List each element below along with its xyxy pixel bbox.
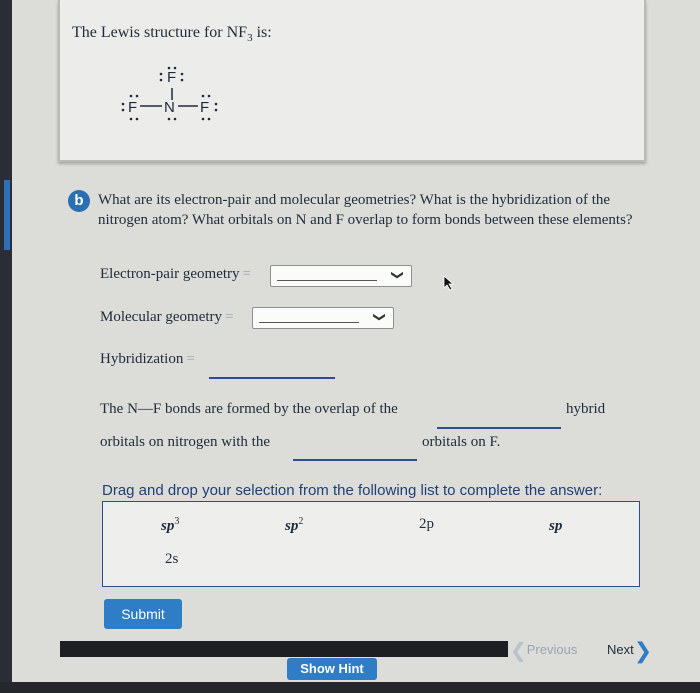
nav-bar: [60, 641, 508, 657]
lewis-left-f: F: [128, 99, 138, 116]
question-card: [58, 0, 646, 162]
chevron-down-icon: ❯: [390, 269, 405, 281]
option-sp2[interactable]: $sp^2$: [285, 516, 304, 534]
lewis-structure-diagram: [120, 60, 240, 140]
hybridization-label: Hybridization =: [100, 351, 195, 367]
edge-accent: [4, 180, 10, 250]
lewis-right-f: F: [200, 99, 210, 116]
option-2p[interactable]: 2p: [419, 516, 434, 532]
option-sp[interactable]: sp: [549, 518, 563, 534]
electron-pair-label: Electron-pair geometry =: [100, 266, 251, 282]
lewis-intro: The Lewis structure for $NF_3$ is:: [72, 24, 272, 45]
submit-button[interactable]: Submit: [104, 599, 182, 629]
lewis-top-f: F: [167, 69, 177, 86]
fluorine-orbital-drop-target[interactable]: [293, 459, 417, 461]
bottom-bar: [0, 682, 700, 693]
lewis-center-n: N: [164, 99, 175, 116]
previous-button[interactable]: ❮Previous: [510, 640, 578, 662]
bond-sentence-line2: orbitals on nitrogen with the: [100, 434, 270, 450]
bond-sentence-line1: The N—F bonds are formed by the overlap of the: [100, 401, 398, 417]
screen-edge: [0, 0, 12, 693]
molecular-geometry-label: Molecular geometry =: [100, 309, 234, 325]
option-2s[interactable]: 2s: [165, 551, 179, 567]
chevron-left-icon: ❮: [510, 640, 527, 662]
part-b-badge: b: [68, 190, 90, 212]
chevron-down-icon: ❯: [372, 311, 387, 323]
electron-pair-geometry-select[interactable]: [270, 265, 412, 287]
next-button[interactable]: Next❯: [607, 638, 653, 663]
chevron-right-icon: ❯: [633, 638, 653, 663]
part-b-prompt: What are its electron-pair and molecular geometries? What is the hybridization of the nitrogen atom? What orbitals on N and F overlap to form bonds between these elements?: [98, 192, 633, 228]
molecular-geometry-select[interactable]: [252, 307, 394, 329]
mouse-cursor-icon: [443, 275, 455, 291]
option-sp3[interactable]: $sp^3$: [161, 516, 180, 534]
show-hint-button[interactable]: Show Hint: [287, 658, 377, 680]
drag-instruction: Drag and drop your selection from the following list to complete the answer:: [102, 482, 603, 499]
hybridization-drop-target[interactable]: [209, 377, 335, 379]
bond-sentence-hybrid: hybrid: [566, 401, 606, 417]
drag-options-box: [102, 501, 640, 587]
bond-sentence-orbitals-f: orbitals on F.: [422, 434, 501, 450]
nitrogen-orbital-drop-target[interactable]: [437, 427, 561, 429]
